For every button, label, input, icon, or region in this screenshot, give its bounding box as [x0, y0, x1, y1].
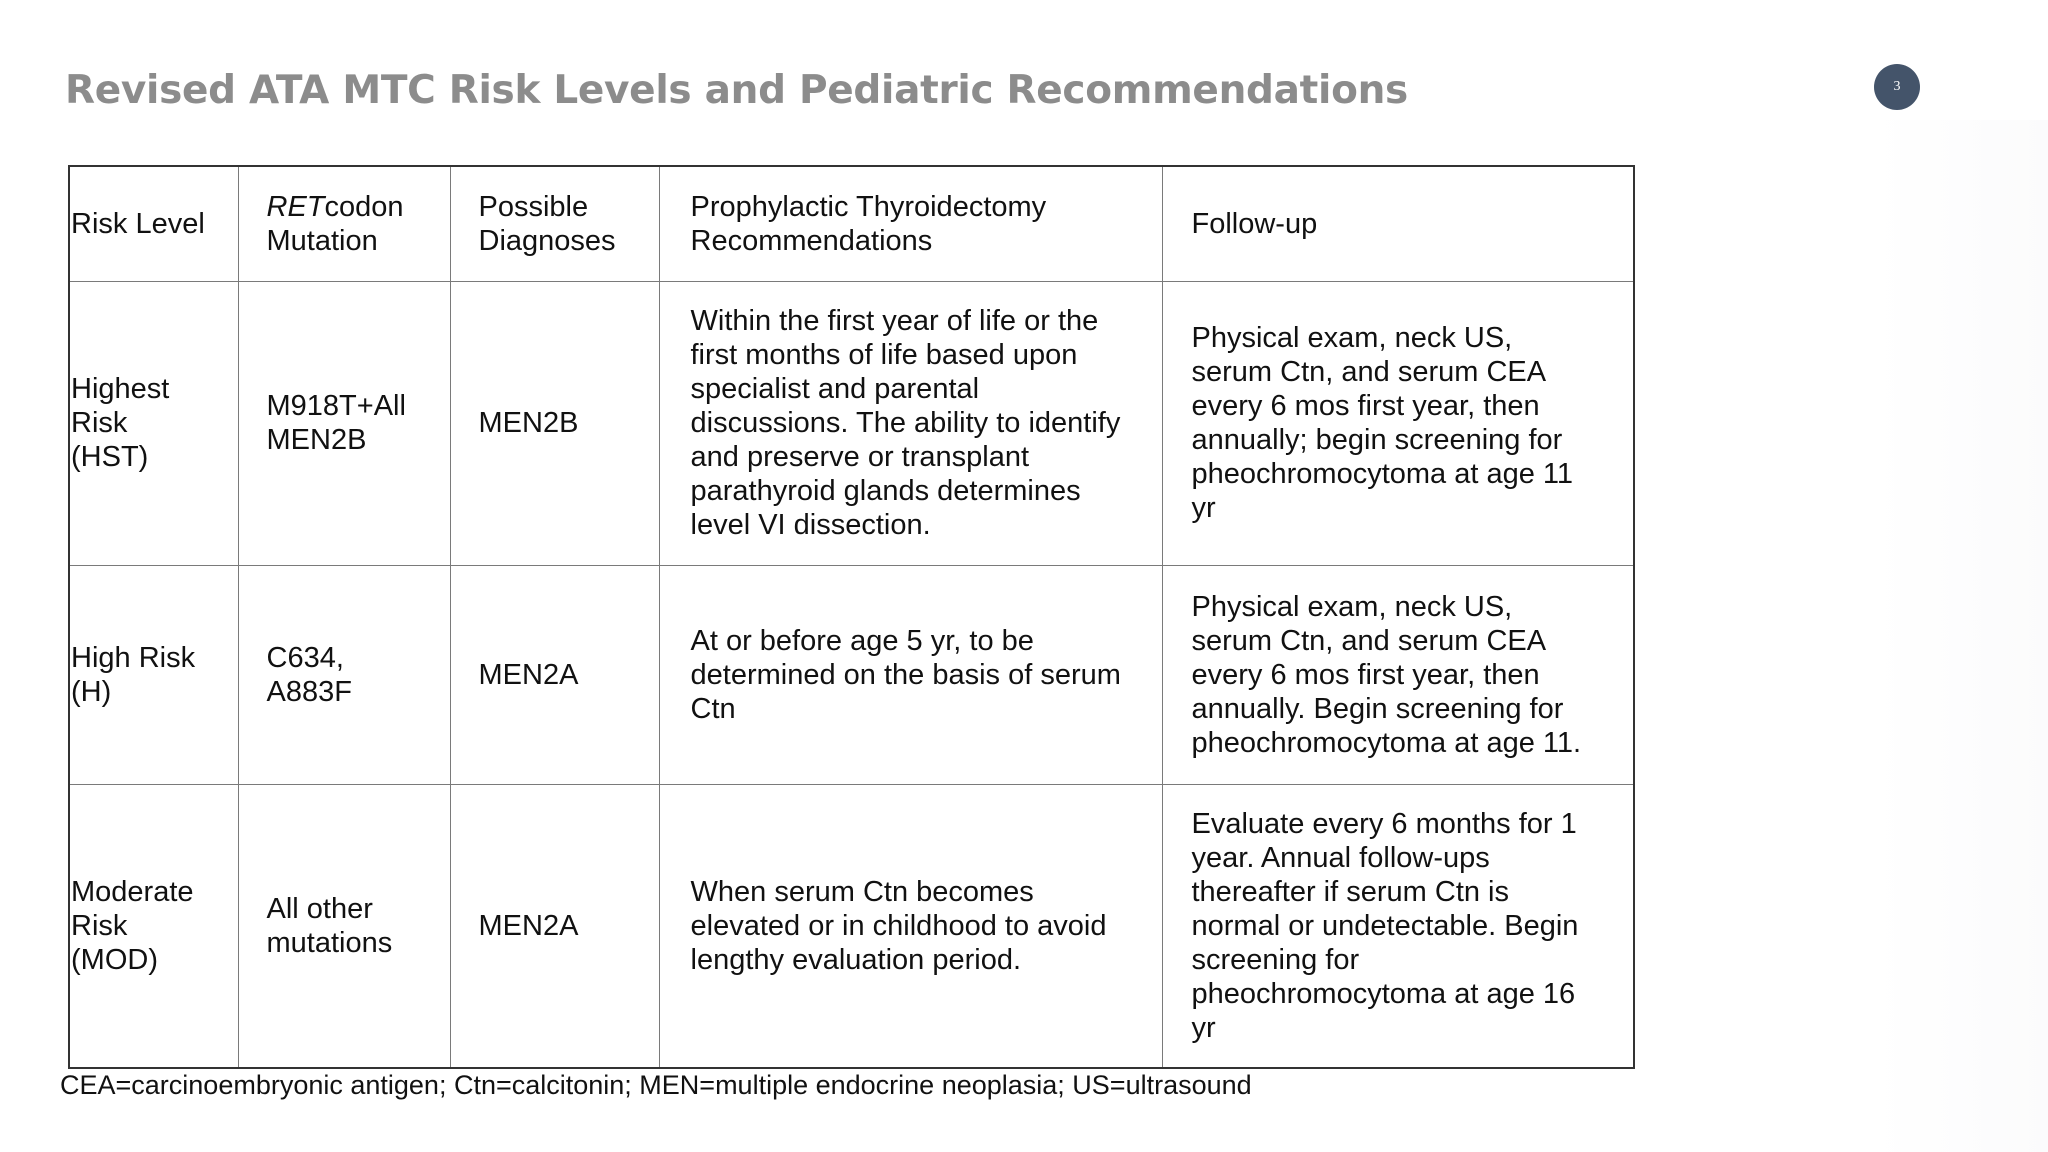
cell-thyroidectomy: When serum Ctn becomes elevated or in childhood to avoid lengthy evaluation period. [659, 784, 1162, 1068]
footnote-abbreviations: CEA=carcinoembryonic antigen; Ctn=calcitonin; MEN=multiple endocrine neoplasia; US=ultrasound [60, 1070, 1252, 1100]
table-row [69, 784, 1634, 1068]
cell-followup: Evaluate every 6 months for 1 year. Annual follow-ups thereafter if serum Ctn is normal or undetectable. Begin screening for pheochromocytoma at age 16 yr [1162, 784, 1634, 1068]
background-panel [1875, 120, 2048, 1152]
cell-followup: Physical exam, neck US, serum Ctn, and serum CEA every 6 mos first year, then annually. Begin screening for pheochromocytoma at age 11. [1162, 565, 1634, 784]
cell-diagnoses: MEN2B [450, 281, 659, 565]
table-row [69, 281, 1634, 565]
header-risk-level: Risk Level [69, 166, 238, 281]
cell-followup: Physical exam, neck US, serum Ctn, and serum CEA every 6 mos first year, then annually; begin screening for pheochromocytoma at age 11 yr [1162, 281, 1634, 565]
header-possible-diagnoses: Possible Diagnoses [450, 166, 659, 281]
header-codon-mutation-text: codon Mutation [266, 190, 404, 257]
table-row [69, 565, 1634, 784]
cell-risk-level: Moderate Risk (MOD) [69, 784, 238, 1068]
cell-mutation: M918T+All MEN2B [238, 281, 450, 565]
cell-mutation: C634, A883F [238, 565, 450, 784]
header-thyroidectomy: Prophylactic Thyroidectomy Recommendations [659, 166, 1162, 281]
slide-title: Revised ATA MTC Risk Levels and Pediatric Recommendations [65, 68, 1408, 113]
risk-levels-table [68, 165, 1635, 1069]
cell-risk-level: Highest Risk (HST) [69, 281, 238, 565]
table-header-row [69, 166, 1634, 281]
header-followup: Follow-up [1162, 166, 1634, 281]
header-ret-italic: RET [266, 190, 325, 223]
cell-thyroidectomy: Within the first year of life or the first months of life based upon specialist and parental discussions. The ability to identify and preserve or transplant parathyroid glands determines level VI dissection. [659, 281, 1162, 565]
cell-risk-level: High Risk (H) [69, 565, 238, 784]
cell-mutation: All other mutations [238, 784, 450, 1068]
cell-diagnoses: MEN2A [450, 565, 659, 784]
cell-thyroidectomy: At or before age 5 yr, to be determined on the basis of serum Ctn [659, 565, 1162, 784]
page-number-badge: 3 [1874, 64, 1920, 110]
header-ret-codon-mutation [238, 166, 450, 281]
cell-diagnoses: MEN2A [450, 784, 659, 1068]
